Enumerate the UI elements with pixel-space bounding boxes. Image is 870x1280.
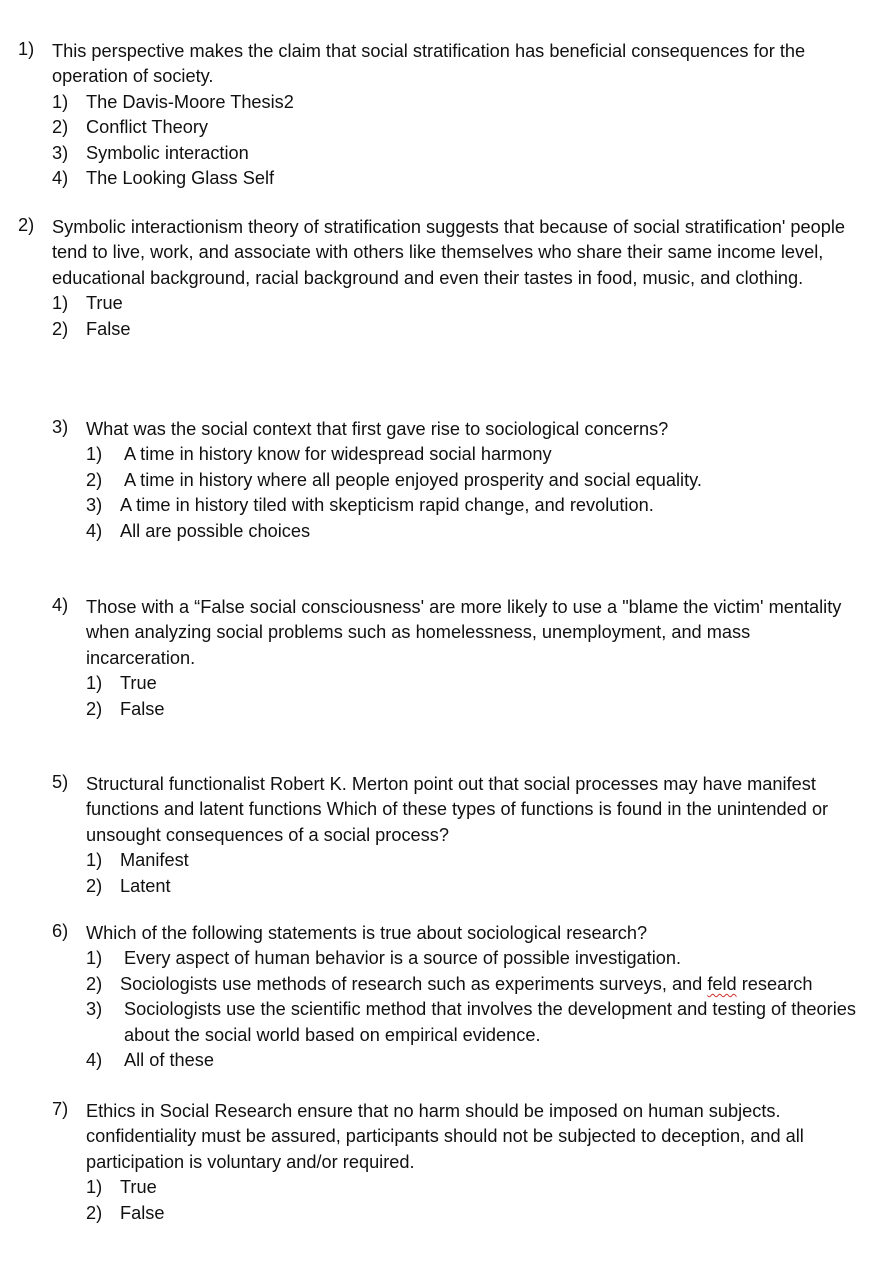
option-number: 2) <box>86 973 103 994</box>
option-number: 3) <box>86 495 103 516</box>
option-text: A time in history where all people enjoyed prosperity and social equality. <box>124 469 702 490</box>
option-text: True <box>120 1177 157 1198</box>
option-text: All of these <box>124 1050 214 1071</box>
answer-option <box>0 671 860 696</box>
answer-option <box>0 317 860 342</box>
option-text: Every aspect of human behavior is a source of possible investigation. <box>124 948 682 969</box>
option-number: 1) <box>86 948 103 969</box>
question-number: 6) <box>52 921 69 941</box>
question-number: 5) <box>52 772 69 792</box>
question-3 <box>0 417 860 544</box>
answer-option <box>0 1048 860 1073</box>
answer-option <box>0 972 860 997</box>
question-number: 2) <box>18 215 35 235</box>
question-4 <box>0 595 860 722</box>
spellcheck-flagged-word[interactable]: feld <box>707 973 737 994</box>
option-text: A time in history know for widespread social harmony <box>124 444 552 465</box>
question-text: Structural functionalist Robert K. Merton point out that social processes may have manifest functions and latent functions Which of these types of functions is found in the unintended or unsought consequences of a social process? <box>86 774 829 845</box>
option-text: The Davis-Moore Thesis2 <box>86 91 294 112</box>
option-number: 2) <box>86 875 103 896</box>
question-text: Those with a “False social consciousness' are more likely to use a "blame the victim' mentality when analyzing social problems such as homelessness, unemployment, and mass incarceration. <box>86 597 842 668</box>
option-number: 3) <box>52 142 69 163</box>
answer-option <box>0 997 860 1048</box>
option-number: 2) <box>86 469 103 490</box>
question-number: 7) <box>52 1099 69 1119</box>
answer-option <box>0 90 860 115</box>
option-number: 2) <box>52 117 69 138</box>
answer-option <box>0 697 860 722</box>
answer-option <box>0 946 860 971</box>
option-text: The Looking Glass Self <box>86 168 275 189</box>
option-number: 2) <box>86 698 103 719</box>
answer-option <box>0 848 860 873</box>
option-text: True <box>120 673 157 694</box>
question-text: What was the social context that first gave rise to sociological concerns? <box>86 419 669 439</box>
option-number: 1) <box>86 444 103 465</box>
option-number: 2) <box>86 1202 103 1223</box>
option-text: False <box>120 698 165 719</box>
answer-option <box>0 493 860 518</box>
question-text: Ethics in Social Research ensure that no harm should be imposed on human subjects. confidentiality must be assured, participants should not be subjected to deception, and all participation is voluntary and/or required. <box>86 1101 804 1172</box>
option-number: 1) <box>86 1177 103 1198</box>
option-text-before: Sociologists use methods of research such as experiments surveys, and <box>120 973 708 994</box>
option-number: 3) <box>86 999 103 1020</box>
option-number: 4) <box>86 1050 103 1071</box>
option-text: Latent <box>120 875 171 896</box>
question-text: Symbolic interactionism theory of stratification suggests that because of social stratification' people tend to live, work, and associate with others like themselves who share their same income level, educational background, racial background and even their tastes in food, music, and clothing. <box>52 217 846 288</box>
option-number: 4) <box>86 520 103 541</box>
answer-option <box>0 1201 860 1226</box>
option-text: Symbolic interaction <box>86 142 249 163</box>
option-text: Manifest <box>120 850 189 871</box>
option-number: 1) <box>52 91 69 112</box>
option-text: False <box>86 318 131 339</box>
answer-option <box>0 1175 860 1200</box>
option-number: 1) <box>52 293 69 314</box>
question-1 <box>0 39 860 191</box>
option-text-after: research <box>736 973 813 994</box>
answer-option <box>0 874 860 899</box>
option-number: 2) <box>52 318 69 339</box>
question-2 <box>0 215 860 342</box>
answer-option <box>0 519 860 544</box>
option-text <box>120 974 813 994</box>
question-5 <box>0 772 860 899</box>
option-text: Sociologists use the scientific method that involves the development and testing of theories about the social world based on empirical evidence. <box>124 999 856 1045</box>
answer-option <box>0 468 860 493</box>
question-number: 4) <box>52 595 69 615</box>
option-text: Conflict Theory <box>86 117 208 138</box>
answer-option <box>0 141 860 166</box>
answer-option <box>0 166 860 191</box>
option-text: All are possible choices <box>120 520 311 541</box>
option-text: False <box>120 1202 165 1223</box>
answer-option <box>0 291 860 316</box>
question-number: 1) <box>18 39 35 59</box>
question-text: Which of the following statements is true about sociological research? <box>86 923 648 943</box>
answer-option <box>0 115 860 140</box>
option-text: True <box>86 293 123 314</box>
question-6 <box>0 921 860 1073</box>
question-7 <box>0 1099 860 1226</box>
option-number: 1) <box>86 850 103 871</box>
question-text: This perspective makes the claim that social stratification has beneficial consequences for the operation of society. <box>52 41 806 87</box>
question-number: 3) <box>52 417 69 437</box>
option-text: A time in history tiled with skepticism rapid change, and revolution. <box>120 495 654 516</box>
answer-option <box>0 442 860 467</box>
option-number: 1) <box>86 673 103 694</box>
option-number: 4) <box>52 168 69 189</box>
